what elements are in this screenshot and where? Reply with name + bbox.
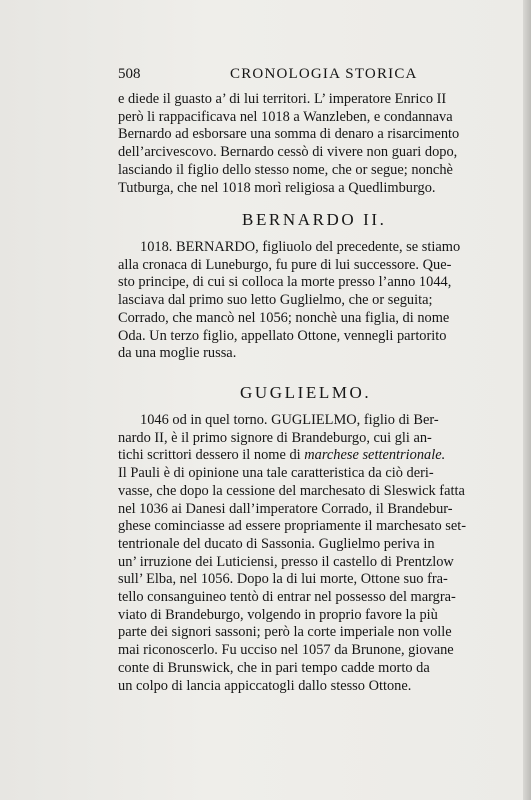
section-heading-guglielmo: GUGLIELMO. [240, 383, 372, 402]
text-line: Oda. Un terzo figlio, appellato Ottone, vennegli partorito [118, 327, 447, 344]
text-line: un’ irruzione dei Luticiensi, presso il castello di Prentzlow [118, 553, 454, 570]
text-line: 1046 od in quel torno. GUGLIELMO, figlio di Ber- [140, 412, 439, 428]
text-line: da una moglie russa. [118, 345, 237, 362]
italic-term: marchese settentrionale. [304, 447, 446, 464]
text-line: alla cronaca di Luneburgo, fu pure di lui successore. Que- [118, 256, 452, 273]
text-line: lasciando il figlio dello stesso nome, che or segue; nonchè [118, 161, 453, 178]
text-line: e diede il guasto a’ di lui territori. L’ imperatore Enrico II [118, 91, 447, 107]
text-line: mai riconoscerlo. Fu ucciso nel 1057 da Brunone, giovane [118, 642, 454, 659]
text-line: nel 1036 ai Danesi dall’imperatore Corrado, il Brandebur- [118, 500, 453, 517]
text-line: tentrionale del ducato di Sassonia. Guglielmo periva in [118, 535, 435, 552]
text-line: 1018. BERNARDO, figliuolo del precedente, se stiamo [140, 239, 461, 255]
paragraph-bernardo-ii [118, 239, 490, 363]
page-number: 508 [118, 66, 141, 82]
text-line: sull’ Elba, nel 1056. Dopo la di lui morte, Ottone suo fra- [118, 571, 448, 588]
text-line: conte di Brunswick, che in pari tempo cadde morto da [118, 659, 430, 676]
text-line: sto principe, di cui si colloca la morte presso l’anno 1044, [118, 274, 452, 291]
text-run: tichi scrittori dessero il nome di [118, 447, 305, 464]
text-line: però li rappacificava nel 1018 a Wanzleben, e condannava [118, 108, 453, 125]
text-line: viato di Brandeburgo, volgendo in proprio favore la più [118, 606, 438, 623]
running-title: CRONOLOGIA STORICA [230, 66, 418, 82]
text-line: lasciava dal primo suo letto Guglielmo, che or seguita; [118, 292, 433, 309]
page-edge [523, 0, 531, 800]
paragraph-continuation [118, 91, 490, 197]
text-line: ghese cominciasse ad essere propriamente il marchesato set- [118, 518, 467, 535]
text-line: Bernardo ad esborsare una somma di denaro a risarcimento [118, 126, 460, 143]
text-line: vasse, che dopo la cessione del marchesato di Sleswick fatta [118, 482, 465, 499]
text-line: Tutburga, che nel 1018 morì religiosa a Quedlimburgo. [118, 179, 436, 196]
text-line: dell’arcivescovo. Bernardo cessò di vivere non guari dopo, [118, 144, 458, 161]
page-header [118, 66, 490, 86]
text-line: tello consanguineo tentò di entrar nel possesso del margra- [118, 589, 456, 606]
text-line: Il Pauli è di opinione una tale caratteristica da ciò deri- [118, 465, 434, 482]
text-line: un colpo di lancia appiccatogli dallo stesso Ottone. [118, 677, 412, 694]
paragraph-guglielmo [118, 412, 490, 695]
section-heading-bernardo-ii: BERNARDO II. [242, 210, 387, 229]
text-line: parte dei signori sassoni; però la corte imperiale non volle [118, 624, 452, 641]
text-line: nardo II, è il primo signore di Brandeburgo, cui gli an- [118, 429, 432, 446]
text-line: Corrado, che mancò nel 1056; nonchè una figlia, di nome [118, 309, 450, 326]
text-line [118, 447, 490, 465]
